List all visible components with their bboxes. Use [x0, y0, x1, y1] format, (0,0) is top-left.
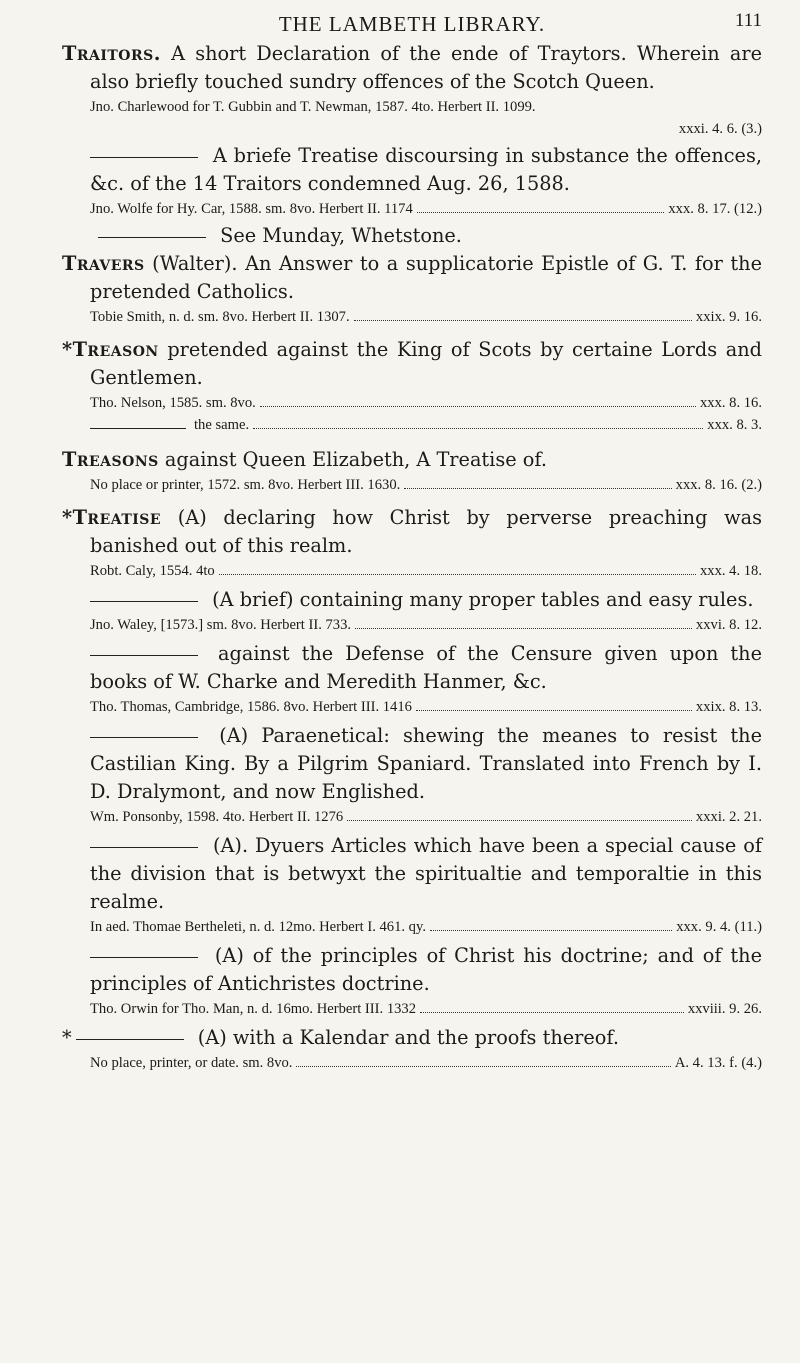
- page-number: 111: [734, 10, 762, 31]
- entry-imprint: Tho. Nelson, 1585. sm. 8vo.: [90, 395, 256, 411]
- entry-shelfmark: xxx. 8. 17. (12.): [668, 201, 762, 217]
- leader-dots: [404, 488, 671, 489]
- entry-imprint-line: [62, 306, 762, 328]
- entry-imprint-line: [62, 696, 762, 718]
- running-title: THE LAMBETH LIBRARY.: [278, 12, 546, 36]
- catalogue-entry: [62, 414, 762, 436]
- catalogue-entry: [62, 222, 762, 250]
- ditto-rule: [76, 1039, 184, 1040]
- entry-title: pretended against the King of Scots by certaine Lords and Gentlemen.: [90, 338, 762, 389]
- entry-title: A briefe Treatise discoursing in substance the offences, &c. of the 14 Traitors condemned Aug. 26, 1588.: [90, 144, 762, 195]
- catalogue-entry: [62, 336, 762, 414]
- leader-dots: [260, 406, 696, 407]
- entry-imprint: Tho. Thomas, Cambridge, 1586. 8vo. Herbert III. 1416: [90, 699, 412, 715]
- catalogue-entry: [62, 640, 762, 718]
- entry-title: against Queen Elizabeth, A Treatise of.: [164, 448, 547, 471]
- entry-imprint: In aed. Thomae Bertheleti, n. d. 12mo. Herbert I. 461. qy.: [90, 919, 426, 935]
- entry-shelfmark: xxx. 4. 18.: [699, 563, 762, 579]
- entry-heading: *Treason: [62, 338, 159, 361]
- entry-title: against the Defense of the Censure given upon the books of W. Charke and Meredith Hanmer, &c.: [90, 642, 762, 693]
- entry-imprint-line: [62, 414, 762, 436]
- entry-imprint: Tho. Orwin for Tho. Man, n. d. 16mo. Herbert III. 1332: [90, 1001, 417, 1017]
- ditto-rule: [90, 157, 198, 158]
- entry-imprint: Jno. Wolfe for Hy. Car, 1588. sm. 8vo. Herbert II. 1174: [90, 201, 413, 217]
- leader-dots: [430, 930, 672, 931]
- leader-dots: [219, 574, 696, 575]
- ditto-rule: [90, 847, 198, 848]
- entry-text: [62, 640, 762, 696]
- entry-imprint-line: [62, 806, 762, 828]
- entry-title: (A brief) containing many proper tables and easy rules.: [212, 588, 754, 611]
- entry-shelfmark: xxx. 8. 16. (2.): [675, 477, 762, 493]
- leader-dots: [355, 628, 692, 629]
- entry-text: [62, 446, 762, 474]
- entry-title: (Walter). An Answer to a supplicatorie Epistle of G. T. for the pretended Catholics.: [90, 252, 762, 303]
- ditto-rule: [98, 237, 206, 238]
- entry-imprint-line: [62, 916, 762, 938]
- entry-imprint: No place or printer, 1572. sm. 8vo. Herbert III. 1630.: [90, 477, 401, 493]
- catalogue-entry: [62, 832, 762, 938]
- entry-imprint-line: [62, 1052, 762, 1074]
- catalogue-entry: [62, 40, 762, 140]
- catalogue-entry: [62, 1024, 762, 1074]
- entry-imprint: Jno. Waley, [1573.] sm. 8vo. Herbert II. 733.: [90, 617, 352, 633]
- entry-imprint-line: [62, 614, 762, 636]
- leader-dots: [420, 1012, 684, 1013]
- entry-imprint: Jno. Charlewood for T. Gubbin and T. Newman, 1587. 4to. Herbert II. 1099.: [90, 99, 536, 115]
- ditto-rule: [90, 428, 186, 429]
- entry-shelfmark: xxviii. 9. 26.: [687, 1001, 762, 1017]
- entry-heading: *Treatise: [62, 506, 162, 529]
- entry-imprint: Tobie Smith, n. d. sm. 8vo. Herbert II. 1307.: [90, 309, 350, 325]
- entry-imprint: Robt. Caly, 1554. 4to: [90, 563, 215, 579]
- entry-title: (A) declaring how Christ by perverse preaching was banished out of this realm.: [90, 506, 762, 557]
- entry-text: [62, 222, 762, 250]
- entry-heading: Traitors.: [62, 42, 161, 65]
- entry-shelfmark: xxvi. 8. 12.: [695, 617, 762, 633]
- entry-text: [62, 40, 762, 96]
- entry-title: (A) with a Kalendar and the proofs thereof.: [197, 1026, 619, 1049]
- entry-imprint-line: [62, 474, 762, 496]
- entry-shelfmark: xxix. 8. 13.: [695, 699, 762, 715]
- entry-shelfmark: xxix. 9. 16.: [695, 309, 762, 325]
- catalogue-entry: [62, 586, 762, 636]
- catalogue-page: [62, 0, 762, 1074]
- entry-shelfmark: xxx. 8. 16.: [699, 395, 762, 411]
- entry-text: [62, 336, 762, 392]
- entry-title: (A) Paraenetical: shewing the meanes to resist the Castilian King. By a Pilgrim Spaniard. Translated into French by I. D. Dralymont, and now Englished.: [90, 724, 762, 803]
- entry-title: See Munday, Whetstone.: [220, 224, 462, 247]
- entry-imprint: Wm. Ponsonby, 1598. 4to. Herbert II. 1276: [90, 809, 344, 825]
- ditto-rule: [90, 601, 198, 602]
- leader-dots: [416, 710, 692, 711]
- entry-imprint-line: [62, 96, 762, 118]
- entry-title: A short Declaration of the ende of Traytors. Wherein are also briefly touched sundry offences of the Scotch Queen.: [90, 42, 762, 93]
- ditto-rule: [90, 957, 198, 958]
- entry-shelfmark: xxx. 8. 3.: [707, 417, 762, 433]
- catalogue-entry: [62, 942, 762, 1020]
- entry-text: [62, 250, 762, 306]
- entry-imprint-line: [62, 392, 762, 414]
- entry-text: [62, 504, 762, 560]
- leader-dots: [354, 320, 692, 321]
- entry-text: [62, 142, 762, 198]
- entry-imprint-line: [62, 198, 762, 220]
- catalogue-entry: [62, 722, 762, 828]
- ditto-rule: [90, 655, 198, 656]
- entry-text: [62, 722, 762, 806]
- entry-shelfmark: xxxi. 4. 6. (3.): [678, 121, 762, 137]
- entry-shelfmark: xxxi. 2. 21.: [695, 809, 762, 825]
- catalogue-entry: [62, 250, 762, 328]
- ditto-rule: [90, 737, 198, 738]
- entry-shelfmark: xxx. 9. 4. (11.): [676, 919, 762, 935]
- entry-heading: Travers: [62, 252, 145, 275]
- leader-dots: [296, 1066, 670, 1067]
- entry-heading: Treasons: [62, 448, 159, 471]
- entry-text: [62, 942, 762, 998]
- running-head: [62, 0, 762, 48]
- entry-shelfmark: A. 4. 13. f. (4.): [674, 1055, 762, 1071]
- entry-imprint: No place, printer, or date. sm. 8vo.: [90, 1055, 293, 1071]
- entry-text: [62, 1024, 762, 1052]
- catalogue-entry: [62, 504, 762, 582]
- entry-imprint-line: [62, 560, 762, 582]
- leader-dots: [253, 428, 703, 429]
- leader-dots: [417, 212, 665, 213]
- entry-imprint-line: [62, 998, 762, 1020]
- entry-text: [62, 586, 762, 614]
- entry-imprint: the same.: [194, 417, 250, 433]
- catalogue-entry: [62, 142, 762, 220]
- entry-star: *: [62, 1026, 72, 1049]
- entry-title: (A). Dyuers Articles which have been a special cause of the division that is betwyxt the spiritualtie and temporaltie in this realme.: [90, 834, 762, 913]
- entry-text: [62, 832, 762, 916]
- entry-title: (A) of the principles of Christ his doctrine; and of the principles of Antichristes doctrine.: [90, 944, 762, 995]
- leader-dots: [347, 820, 692, 821]
- catalogue-entry: [62, 446, 762, 496]
